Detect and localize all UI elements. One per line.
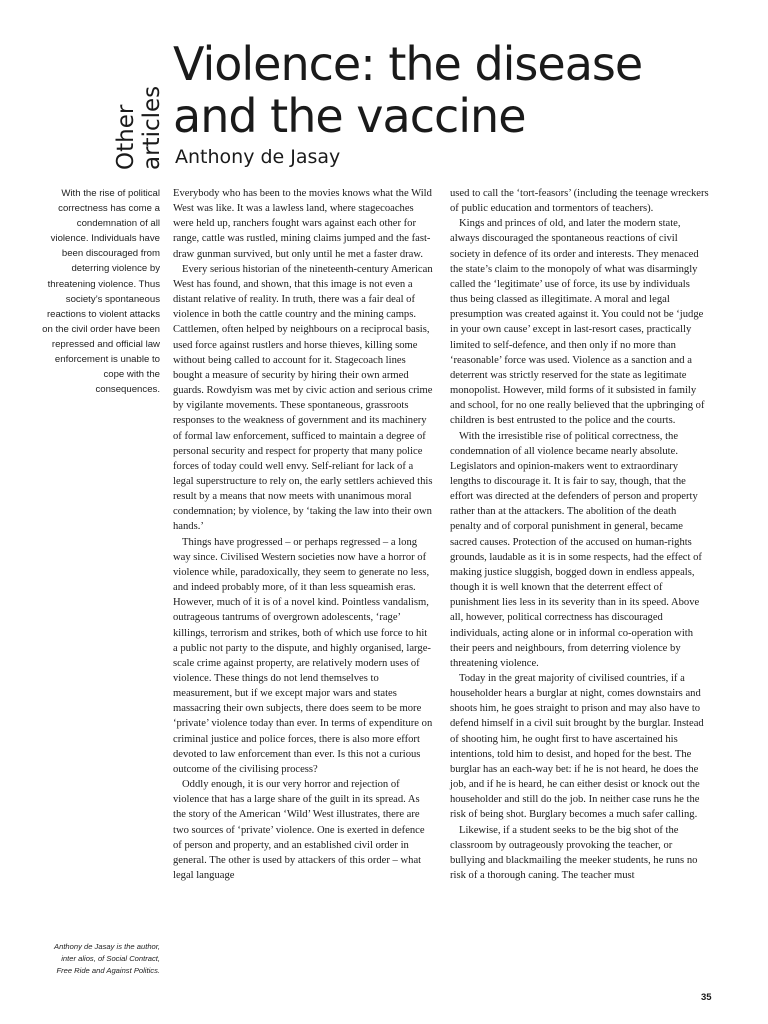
- article-title: [173, 38, 753, 142]
- body-column-left: [173, 186, 433, 883]
- article-title-line-2: and the vaccine: [173, 89, 526, 143]
- author-note-line-3: Free Ride and Against Politics.: [56, 966, 160, 975]
- paragraph: used to call the ‘tort-feasors’ (including the teenage wreckers of public education and tormentors of teachers).: [450, 188, 709, 215]
- section-label-line-2: articles: [139, 85, 165, 170]
- article-author: Anthony de Jasay: [175, 146, 341, 168]
- article-title-line-1: Violence: the disease: [173, 37, 643, 91]
- section-label: [113, 86, 165, 170]
- standfirst: With the rise of political correctness has come a condemnation of all violence. Individuals have been discouraged from deterring violence by threatening violence. Thus society’s spontaneous reactions to violent attacks on the civil order have been repressed and official law enforcement is unable to cope with the consequences.: [42, 188, 160, 396]
- body-column-right: [450, 186, 710, 883]
- paragraph: Oddly enough, it is our very horror and rejection of violence that has a large share of the guilt in its spread. As the story of the American ‘Wild’ West illustrates, there are two sources of ‘private’ violence. One is exerted in defence of person and property, and an established civil order in general. The other is used by attackers of this order – what legal language: [173, 779, 425, 882]
- author-note: [38, 941, 160, 977]
- paragraph: Today in the great majority of civilised countries, if a householder hears a burglar at night, comes downstairs and shoots him, he goes straight to prison and may also have to defend himself in a civil suit brought by the burglar. Instead of shooting him, he ought first to have ascertained his intentions, told him to desist, and hoped for the best. The burglar has an each-way bet: if he is not heard, he does the job, and if he is heard, he can either desist or knock out the householder and still do the job. In neither case runs he the risk of being shot. Burglary becomes a much safer calling.: [450, 673, 704, 821]
- section-label-line-1: Other: [113, 104, 139, 170]
- paragraph: Likewise, if a student seeks to be the big shot of the classroom by outrageously provoking the teacher, or bullying and blackmailing the meeker students, he runs no risk of a thorough caning. The teacher must: [450, 824, 698, 882]
- paragraph: Every serious historian of the nineteenth-century American West has found, and shown, that this image is not even a distant relative of reality. In truth, there was a fair deal of violence in both the cattle country and the mining camps. Cattlemen, often helped by neighbours on a reciprocal basis, used force against rustlers and horse thieves, killing some without being called to account for it. Stagecoach lines bought a measure of security by hiring their own armed guards. Rowdyism was met by civic action and serious crime by vigilante movements. These spontaneous, grassroots responses to the weakness of government and its machinery of formal law enforcement, sufficed to maintain a degree of personal security and respect for property that many police forces of today could well envy. Self-reliant for lack of a legal superstructure to rely on, the early settlers achieved this result by a means that now meets with unanimous moral condemnation; by violence, by ‘taking the law into their own hands.’: [173, 263, 433, 533]
- paragraph: Things have progressed – or perhaps regressed – a long way since. Civilised Western societies now have a horror of violence while, paradoxically, they seem to generate no less, and indeed probably more, of it than less squeamish eras. However, much of it is of a novel kind. Pointless vandalism, outrageous tantrums of overgrown adolescents, ‘rage’ killings, terrorism and strikes, both of which use force to hit a public not party to the dispute, and highly organised, large-scale crime against property, are relatively modern uses of violence. These things do not lend themselves to measurement, but if we except major wars and states massacring their own subjects, there does seem to be more ‘private’ violence today than ever. In terms of expenditure on criminal justice and police forces, there is also more effort devoted to law enforcement than ever. Is this not a curious outcome of the civilising process?: [173, 536, 433, 775]
- paragraph: Everybody who has been to the movies knows what the Wild West was like. It was a lawless land, where stagecoaches were held up, ranchers fought wars against each other for range, cattle was rustled, mining claims jumped and the fast-draw gunman survived, but only until he met a faster draw.: [173, 188, 432, 260]
- paragraph: With the irresistible rise of political correctness, the condemnation of all violence became nearly absolute. Legislators and opinion-makers went to extraordinary lengths to discourage it. It is fair to say, though, that the effort was directed at the defenders of person and property rather than at the attackers. The abolition of the death penalty and of corporal punishment in general, became sacred causes. Protection of the accused on human-rights grounds, laudable as it is in some respects, had the effect of making justice sluggish, bogged down in endless appeals, though it is well known that the deterrent effect of punishment lies less in its severity than in its speed. Above all, however, political correctness has discouraged individuals, acting alone or in informal co-operation with their peers and neighbours, from deterring violence by threatening violence.: [450, 430, 702, 669]
- paragraph: Kings and princes of old, and later the modern state, always discouraged the spontaneous reactions of civil society in defence of its order and interests. They menaced the state’s claim to the monopoly of what was disarmingly called the ‘legitimate’ use of force, its use by individuals thus being classed as illegitimate. A moral and legal presumption was created against it. You could not be ‘judge in your own cause’ except in last-resort cases, practically limited to self-defence, and then only if no more than ‘reasonable’ force was used. Violence as a sanction and a deterrent was strictly reserved for the state as legitimate monopolist. However, mild forms of it subsisted in family and school, for no one really believed that the upbringing of children is best entrusted to the police and the courts.: [450, 218, 705, 427]
- page-number: 35: [701, 992, 712, 1003]
- author-note-line-1: Anthony de Jasay is the author,: [54, 942, 160, 951]
- author-note-line-2: inter alios, of Social Contract,: [61, 954, 160, 963]
